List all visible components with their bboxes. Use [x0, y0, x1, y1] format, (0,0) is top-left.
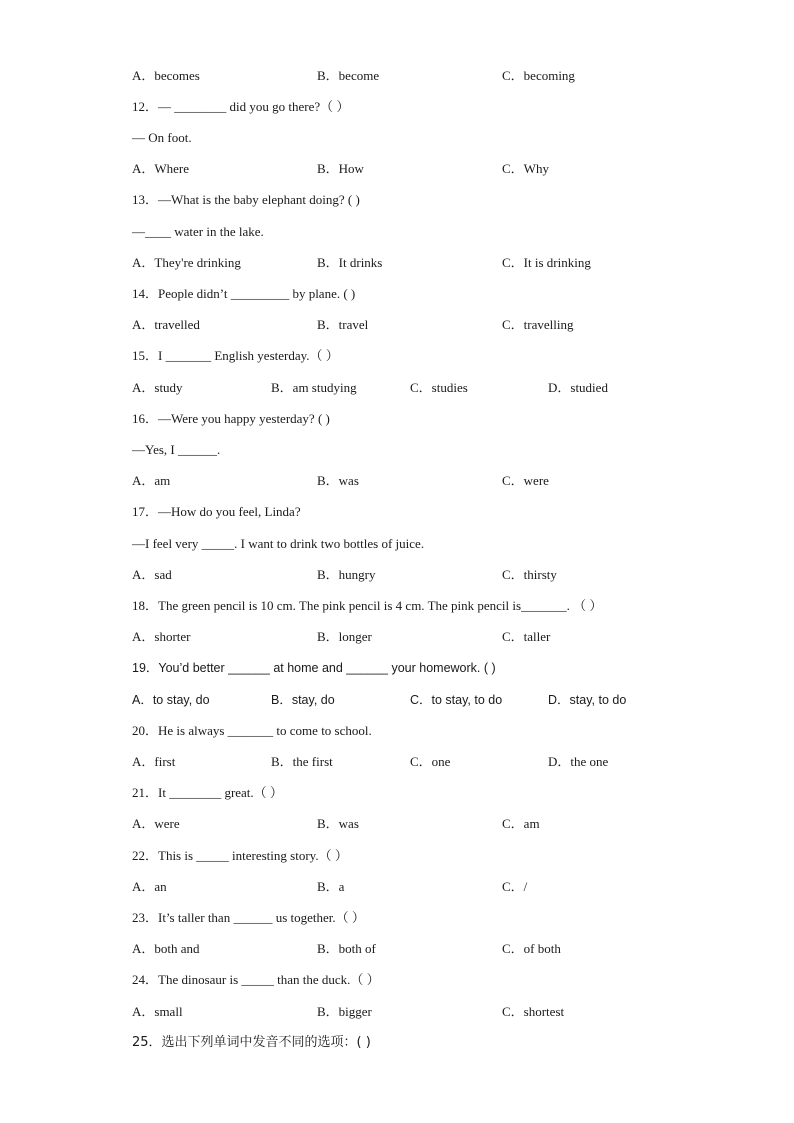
q20-option-b: B．the first — [271, 754, 333, 769]
q14-option-c: C．travelling — [502, 317, 574, 332]
q14-option-a: A．travelled — [132, 317, 200, 332]
q19-question: 19．You’d better ______ at home and ______ your homework. ( ) — [132, 661, 496, 675]
q12-option-b: B．How — [317, 161, 364, 176]
q24-option-c: C．shortest — [502, 1004, 565, 1019]
q20-option-c: C．one — [410, 754, 451, 769]
q17-answer-line: —I feel very _____. I want to drink two bottles of juice. — [132, 536, 425, 551]
q22-option-c: C．/ — [502, 879, 528, 894]
q21-question: 21．It ________ great.（ ） — [132, 785, 283, 800]
q21-option-c: C．am — [502, 816, 540, 831]
q13-answer-line: —____ water in the lake. — [132, 224, 264, 239]
q16-answer-line: —Yes, I ______. — [132, 442, 221, 457]
q12-option-a: A．Where — [132, 161, 190, 176]
q19-option-c: C．to stay, to do — [410, 693, 503, 707]
q20-question: 20．He is always _______ to come to school. — [132, 723, 372, 738]
q23-option-b: B．both of — [317, 941, 376, 956]
q16-option-c: C．were — [502, 473, 549, 488]
q22-option-b: B．a — [317, 879, 345, 894]
q22-question: 22．This is _____ interesting story.（ ） — [132, 848, 348, 863]
q17-option-c: C．thirsty — [502, 567, 557, 582]
q16-option-b: B．was — [317, 473, 359, 488]
q25-question: 25．选出下列单词中发音不同的选项：( ) — [132, 1035, 371, 1050]
q23-option-a: A．both and — [132, 941, 200, 956]
q14-option-b: B．travel — [317, 317, 369, 332]
q20-option-d: D．the one — [548, 754, 609, 769]
q16-question: 16．—Were you happy yesterday? ( ) — [132, 411, 330, 426]
q21-option-a: A．were — [132, 816, 180, 831]
q15-option-c: C．studies — [410, 380, 468, 395]
q11-option-c: C．becoming — [502, 68, 575, 83]
q24-option-b: B．bigger — [317, 1004, 372, 1019]
q17-question: 17．—How do you feel, Linda? — [132, 504, 301, 519]
q15-option-b: B．am studying — [271, 380, 357, 395]
q16-option-a: A．am — [132, 473, 171, 488]
q13-option-a: A．They're drinking — [132, 255, 241, 270]
q15-option-d: D．studied — [548, 380, 608, 395]
q19-option-b: B．stay, do — [271, 693, 335, 707]
q12-question: 12．— ________ did you go there?（ ） — [132, 99, 350, 114]
q12-answer-line: — On foot. — [132, 130, 192, 145]
q23-question: 23．It’s taller than ______ us together.（ ） — [132, 910, 365, 925]
q18-option-b: B．longer — [317, 629, 372, 644]
q19-option-a: A．to stay, do — [132, 693, 210, 707]
q13-option-b: B．It drinks — [317, 255, 383, 270]
q23-option-c: C．of both — [502, 941, 561, 956]
q15-option-a: A．study — [132, 380, 183, 395]
q24-option-a: A．small — [132, 1004, 183, 1019]
q11-option-b: B．become — [317, 68, 380, 83]
q18-option-c: C．taller — [502, 629, 551, 644]
q18-option-a: A．shorter — [132, 629, 191, 644]
q21-option-b: B．was — [317, 816, 359, 831]
q11-option-a: A．becomes — [132, 68, 200, 83]
q13-option-c: C．It is drinking — [502, 255, 591, 270]
q20-option-a: A．first — [132, 754, 176, 769]
q18-question: 18．The green pencil is 10 cm. The pink pencil is 4 cm. The pink pencil is_______. （ ） — [132, 598, 603, 613]
q22-option-a: A．an — [132, 879, 167, 894]
q17-option-b: B．hungry — [317, 567, 376, 582]
q24-question: 24．The dinosaur is _____ than the duck.（ ） — [132, 972, 380, 987]
q14-question: 14．People didn’t _________ by plane. ( ) — [132, 286, 356, 301]
q13-question: 13．—What is the baby elephant doing? ( ) — [132, 192, 360, 207]
q15-question: 15．I _______ English yesterday.（ ） — [132, 348, 339, 363]
q19-option-d: D．stay, to do — [548, 693, 627, 707]
q17-option-a: A．sad — [132, 567, 172, 582]
q12-option-c: C．Why — [502, 161, 549, 176]
